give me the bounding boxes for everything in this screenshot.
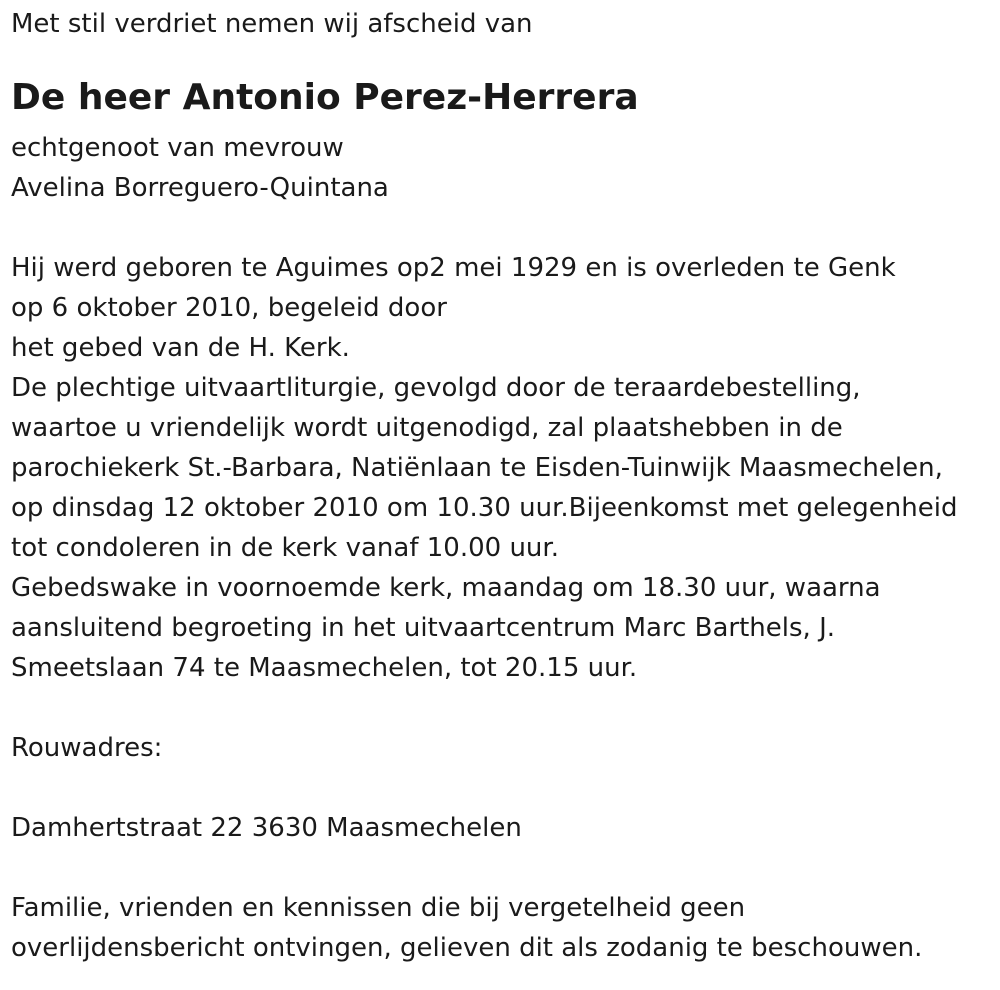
body-line: op 6 oktober 2010, begeleid door xyxy=(11,293,447,323)
obituary-notice xyxy=(11,4,986,968)
body-line: waartoe u vriendelijk wordt uitgenodigd, zal plaatshebben in de xyxy=(11,413,843,443)
body-paragraph xyxy=(11,248,986,688)
deceased-name: De heer Antonio Perez-Herrera xyxy=(11,77,639,118)
closing-line: overlijdensbericht ontvingen, gelieven dit als zodanig te beschouwen. xyxy=(11,933,923,963)
intro-text: Met stil verdriet nemen wij afscheid van xyxy=(11,9,533,39)
body-line: aansluitend begroeting in het uitvaartcentrum Marc Barthels, J. xyxy=(11,613,836,643)
closing-paragraph xyxy=(11,888,986,968)
address-label: Rouwadres: xyxy=(11,733,163,763)
body-line: parochiekerk St.-Barbara, Natiënlaan te Eisden-Tuinwijk Maasmechelen, xyxy=(11,453,943,483)
body-line: Smeetslaan 74 te Maasmechelen, tot 20.15 uur. xyxy=(11,653,638,683)
spouse-line-2: Avelina Borreguero-Quintana xyxy=(11,173,389,203)
body-line: De plechtige uitvaartliturgie, gevolgd door de teraardebestelling, xyxy=(11,373,861,403)
mourning-address: Damhertstraat 22 3630 Maasmechelen xyxy=(11,813,522,843)
body-line: Gebedswake in voornoemde kerk, maandag om 18.30 uur, waarna xyxy=(11,573,881,603)
body-line: op dinsdag 12 oktober 2010 om 10.30 uur.Bijeenkomst met gelegenheid xyxy=(11,493,958,523)
body-line: Hij werd geboren te Aguimes op2 mei 1929 en is overleden te Genk xyxy=(11,253,896,283)
body-line: het gebed van de H. Kerk. xyxy=(11,333,350,363)
body-line: tot condoleren in de kerk vanaf 10.00 uur. xyxy=(11,533,559,563)
spouse-line-1: echtgenoot van mevrouw xyxy=(11,133,344,163)
closing-line: Familie, vrienden en kennissen die bij vergetelheid geen xyxy=(11,893,746,923)
